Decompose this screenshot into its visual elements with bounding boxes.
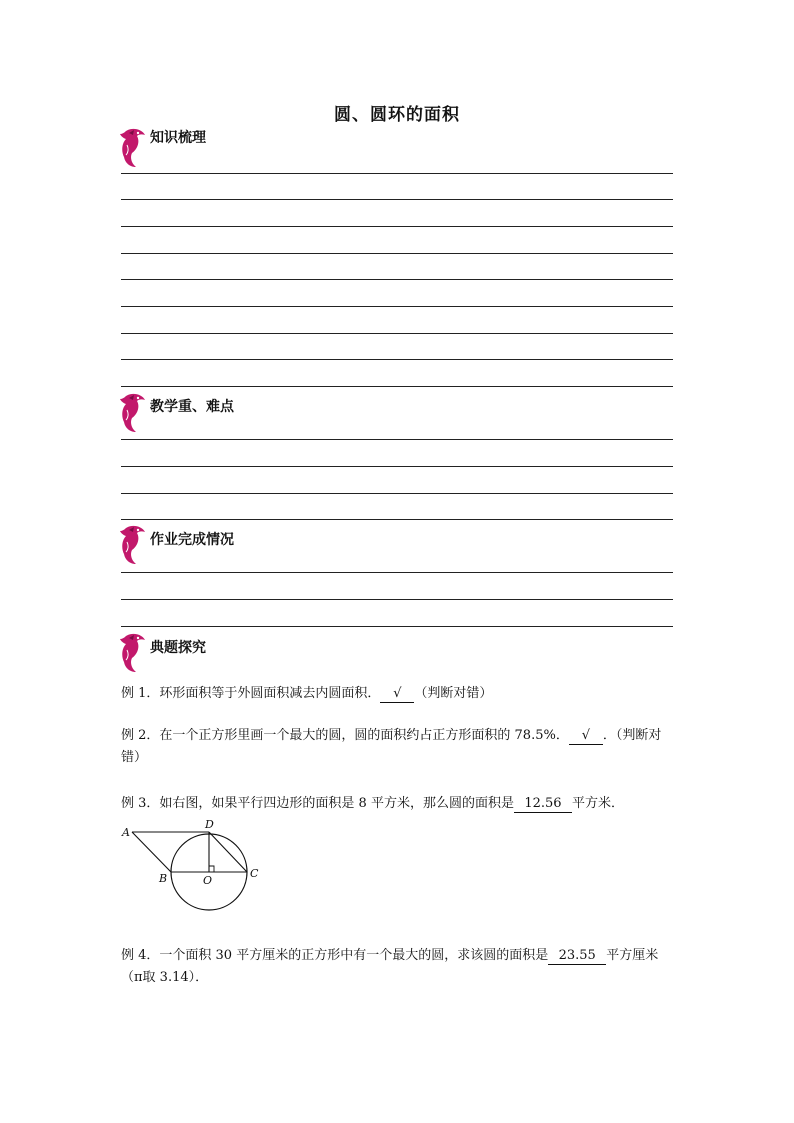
- example-2-suffix: ．（判断对错）: [121, 728, 662, 765]
- example-1-suffix: （判断对错）: [414, 686, 493, 701]
- example-4-answer: 23.55: [548, 948, 606, 965]
- example-3: [121, 793, 677, 815]
- writing-line: [121, 226, 673, 227]
- writing-line: [121, 572, 673, 573]
- writing-line: [121, 493, 673, 494]
- writing-line: [121, 466, 673, 467]
- writing-line: [121, 626, 673, 627]
- section-examples-label: 典题探究: [150, 640, 206, 656]
- dolphin-icon: [118, 392, 148, 434]
- writing-line: [121, 173, 673, 174]
- dolphin-icon: [118, 524, 148, 566]
- writing-line: [121, 386, 673, 387]
- writing-line: [121, 439, 673, 440]
- right-angle-mark: [209, 866, 214, 872]
- label-c: C: [250, 867, 259, 880]
- example-3-answer: 12.56: [514, 796, 572, 813]
- geometry-figure: [118, 818, 268, 914]
- writing-line: [121, 359, 673, 360]
- section-focus: [118, 392, 418, 436]
- example-3-text: 例 3．如右图，如果平行四边形的面积是 8 平方米，那么圆的面积是: [121, 796, 514, 811]
- example-2-text: 例 2．在一个正方形里画一个最大的圆，圆的面积约占正方形面积的 78.5%．: [121, 728, 569, 743]
- section-knowledge: [118, 127, 418, 171]
- example-4-suffix: 平方厘米（π取 3.14）．: [121, 948, 659, 985]
- writing-line: [121, 199, 673, 200]
- section-homework: [118, 524, 418, 568]
- section-knowledge-label: 知识梳理: [150, 130, 206, 146]
- section-examples: [118, 632, 418, 676]
- page-title: 圆、圆环的面积: [334, 105, 460, 125]
- label-d: D: [205, 818, 214, 831]
- segment-ab: [132, 832, 171, 872]
- dolphin-icon: [118, 127, 148, 169]
- label-a: A: [122, 826, 130, 839]
- writing-line: [121, 599, 673, 600]
- writing-line: [121, 333, 673, 334]
- example-3-suffix: 平方米．: [571, 796, 624, 811]
- example-1: [121, 683, 677, 705]
- example-4: [121, 945, 677, 989]
- dolphin-icon: [118, 632, 148, 674]
- writing-line: [121, 253, 673, 254]
- example-4-text: 例 4．一个面积 30 平方厘米的正方形中有一个最大的圆，求该圆的面积是: [121, 948, 549, 963]
- example-2-answer: √: [569, 728, 603, 745]
- writing-line: [121, 306, 673, 307]
- section-focus-label: 教学重、难点: [150, 399, 234, 415]
- label-b: B: [159, 872, 168, 885]
- example-1-answer: √: [380, 686, 414, 703]
- example-2: [121, 725, 677, 769]
- section-homework-label: 作业完成情况: [150, 532, 234, 548]
- writing-line: [121, 279, 673, 280]
- writing-line: [121, 519, 673, 520]
- label-o: O: [203, 874, 213, 887]
- example-1-text: 例 1．环形面积等于外圆面积减去内圆面积．: [121, 686, 381, 701]
